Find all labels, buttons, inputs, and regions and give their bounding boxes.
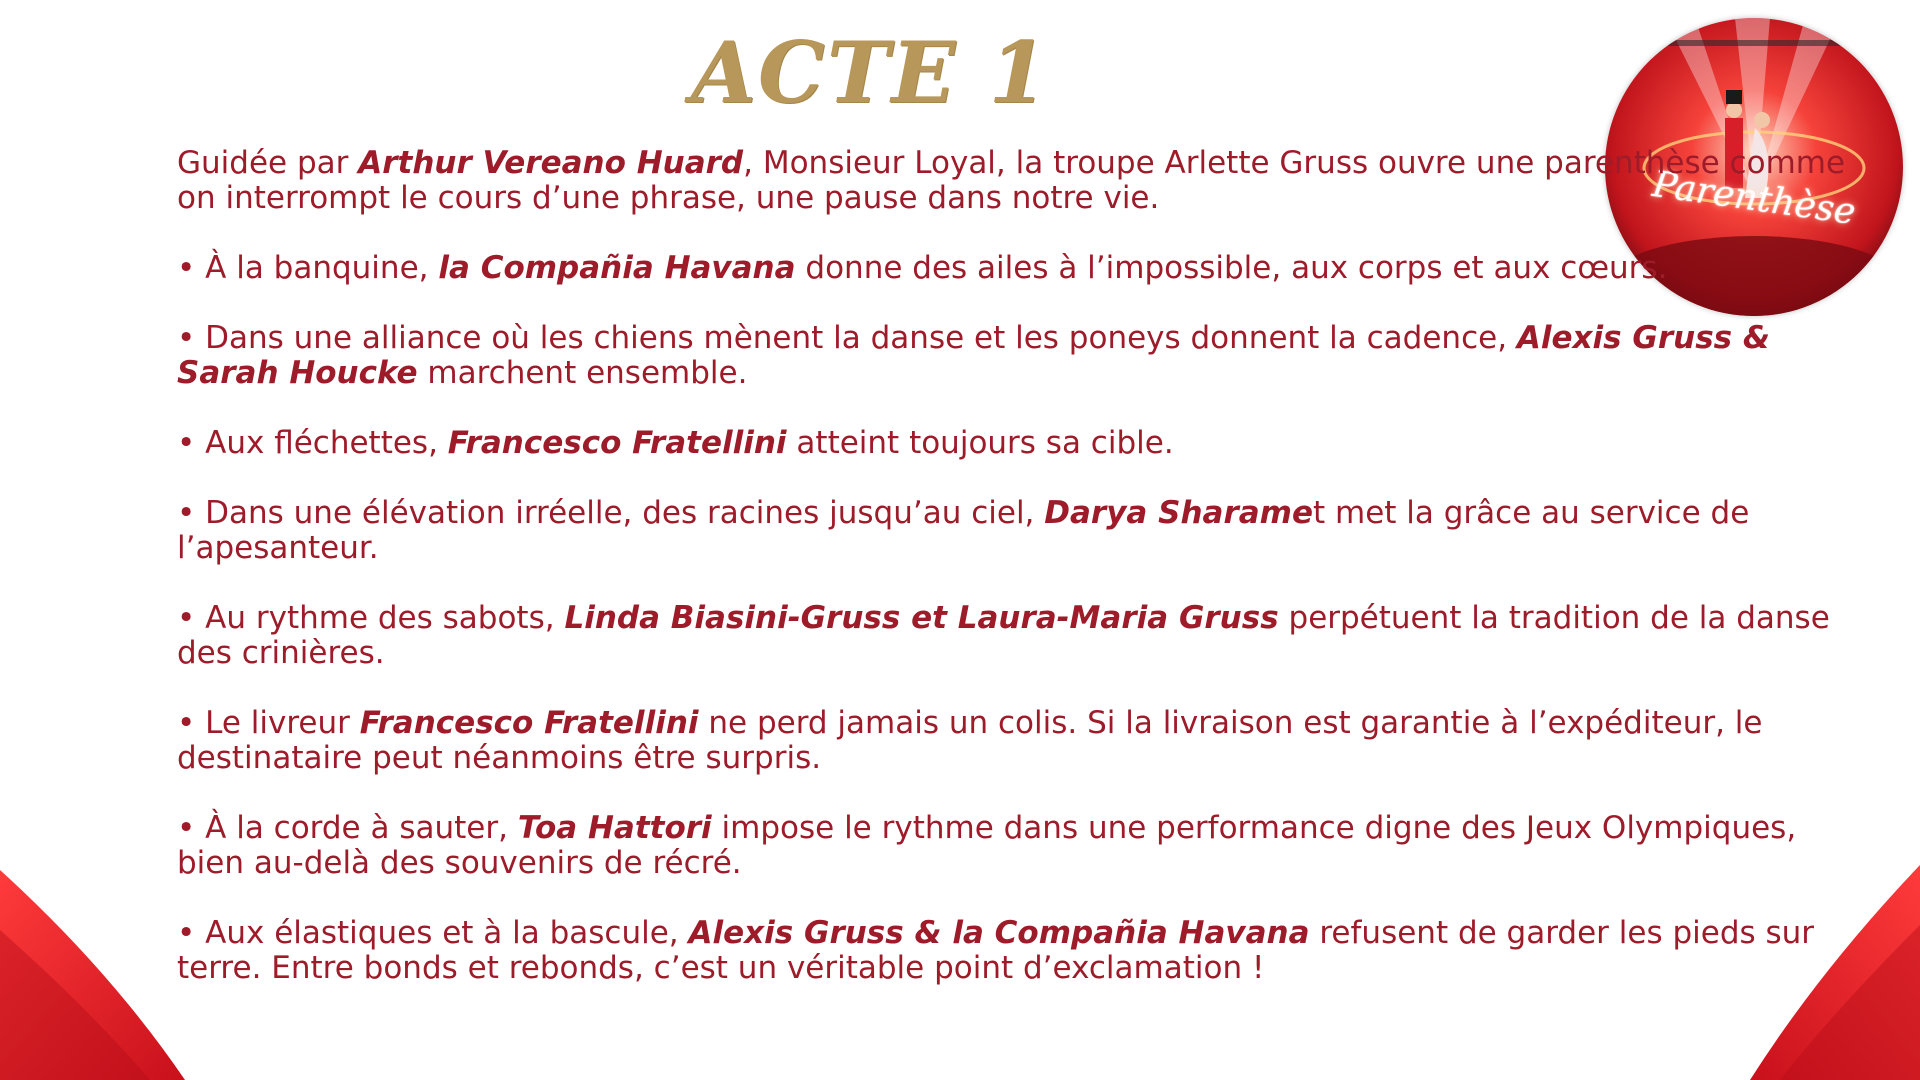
paragraph-text: ne perd jamais un colis. Si la livraison est garantie à l’expéditeur, le destinataire peut néanmoins être surpris. bbox=[177, 705, 1763, 776]
paragraph-text: • Dans une alliance où les chiens mènent la danse et les poneys donnent la cadence, bbox=[177, 320, 1517, 356]
slide-title bbox=[690, 18, 1050, 128]
act-paragraph bbox=[177, 706, 1867, 776]
act-paragraph bbox=[177, 811, 1867, 881]
paragraph-text: refusent de garder les pieds sur terre. Entre bonds et rebonds, c’est un véritable point d’exclamation ! bbox=[177, 915, 1815, 986]
paragraph-text: • Dans une élévation irréelle, des racines jusqu’au ciel, bbox=[177, 495, 1045, 531]
act-paragraph bbox=[177, 251, 1867, 286]
paragraph-text: • Au rythme des sabots, bbox=[177, 600, 565, 636]
poster-title-script: Parenthèse bbox=[1649, 163, 1859, 234]
act-paragraph bbox=[177, 146, 1867, 216]
performer-name: Francesco Fratellini bbox=[447, 425, 787, 461]
performer-name: Linda Biasini-Gruss et Laura-Maria Gruss bbox=[564, 600, 1279, 636]
act-description bbox=[177, 146, 1867, 986]
paragraph-text: impose le rythme dans une performance digne des Jeux Olympiques, bien au-delà des souvenirs de récré. bbox=[177, 810, 1797, 881]
act-paragraph bbox=[177, 426, 1867, 461]
paragraph-text: t met la grâce au service de l’apesanteur. bbox=[177, 495, 1750, 566]
paragraph-text: • À la banquine, bbox=[177, 250, 439, 286]
act-paragraph bbox=[177, 916, 1867, 986]
paragraph-text: atteint toujours sa cible. bbox=[786, 425, 1174, 461]
act-paragraph bbox=[177, 601, 1867, 671]
performer-name: Alexis Gruss & Sarah Houcke bbox=[177, 320, 1770, 391]
paragraph-text: perpétuent la tradition de la danse des crinières. bbox=[177, 600, 1830, 671]
paragraph-text: • Le livreur bbox=[177, 705, 360, 741]
act-paragraph bbox=[177, 496, 1867, 566]
performer-name: Toa Hattori bbox=[517, 810, 712, 846]
slide-title-text: ACTE 1 bbox=[690, 23, 1050, 122]
performer-name: Francesco Fratellini bbox=[359, 705, 699, 741]
performer-name: Darya Sharame bbox=[1044, 495, 1313, 531]
act-paragraph bbox=[177, 321, 1867, 391]
paragraph-text: donne des ailes à l’impossible, aux corps et aux cœurs. bbox=[795, 250, 1668, 286]
paragraph-text: marchent ensemble. bbox=[417, 355, 748, 391]
paragraph-text: • À la corde à sauter, bbox=[177, 810, 518, 846]
paragraph-text: • Aux élastiques et à la bascule, bbox=[177, 915, 689, 951]
performer-name: la Compañia Havana bbox=[438, 250, 796, 286]
paragraph-text: , Monsieur Loyal, la troupe Arlette Gruss ouvre une parenthèse comme on interrompt le cours d’une phrase, une pause dans notre vie. bbox=[177, 145, 1846, 216]
paragraph-text: Guidée par bbox=[177, 145, 359, 181]
performer-name: Alexis Gruss & la Compañia Havana bbox=[688, 915, 1310, 951]
performer-name: Arthur Vereano Huard bbox=[358, 145, 744, 181]
paragraph-text: • Aux fléchettes, bbox=[177, 425, 448, 461]
